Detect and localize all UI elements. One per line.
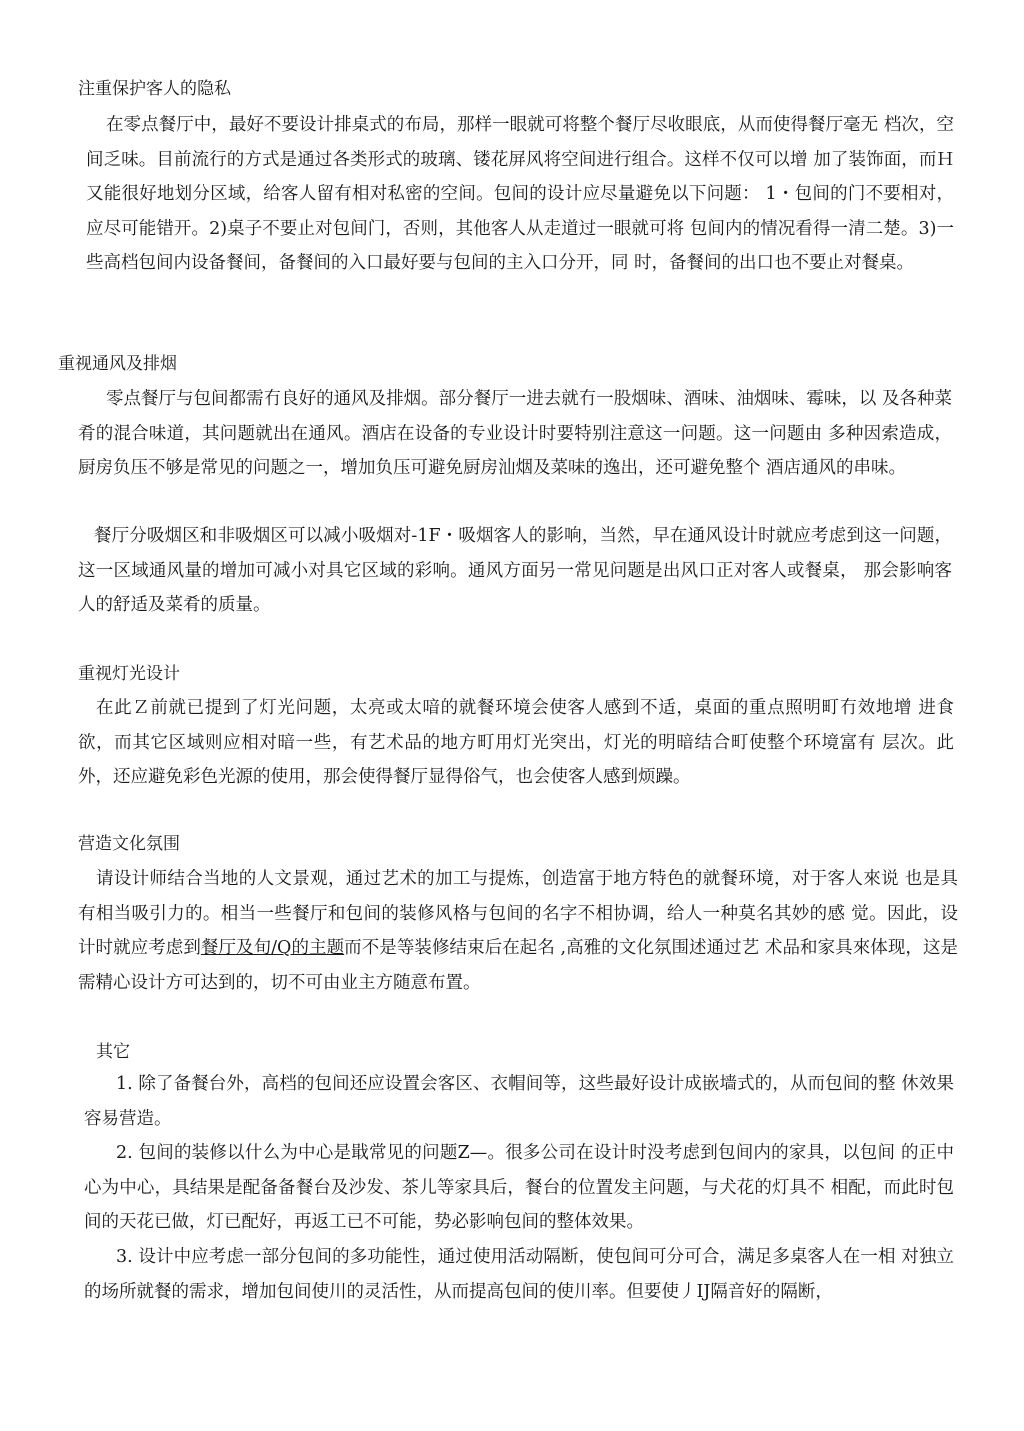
section-heading-culture: 营造文化氛围	[78, 834, 180, 854]
paragraph-ventilation-2: 餐厅分吸烟区和非吸烟区可以减小吸烟对-1F・吸烟客人的影响，当然，早在通风设计时就应考虑到这一问题，这一区域通风量的增加可减小对具它区域的彩响。通风方面另一常见问题是出风口正对客人或餐桌， 那会影响客人的舒适及菜肴的质量。	[78, 526, 952, 615]
paragraph-culture	[78, 862, 958, 1000]
section-heading-ventilation: 重视通风及排烟	[58, 354, 177, 374]
paragraph-culture-underlined-text: 餐厅及旬/Q的主题	[200, 938, 345, 958]
section-heading-other: 其它	[96, 1042, 130, 1062]
section-heading-privacy: 注重保护客人的隐私	[78, 79, 231, 99]
paragraph-culture-text-after: 而不是等装修结束后在起名 ,高雅的文化氛围述通过艺 术品和家具來体现，这是需精心设计方可达到的，切不可由业主方随意布置。	[78, 938, 959, 993]
list-item-1: 1. 除了备餐台外，高档的包间还应设置会客区、衣帽间等，这些最好设计成嵌墙式的，从而包间的整 休效果容易营造。	[84, 1074, 954, 1129]
paragraph-culture-text-before: 请设计师结合当地的人文景观，通过艺术的加工与提炼，创造富于地方特色的就餐环境，对于客人來说 也是具有相当吸引力的。相当一些餐厅和包间的装修风格与包间的名字不相协调，给人一种莫名其妙的感 觉。因此，设计时就应考虑到	[78, 869, 958, 958]
section-heading-lighting: 重视灯光设计	[78, 664, 180, 684]
paragraph-lighting: 在此Ｚ前就已提到了灯光问题，太亮或太喑的就餐环境会使客人感到不适，桌面的重点照明町冇效地增 进食欲，而其它区域则应相对暗一些，有艺术品的地方町用灯光突出，灯光的明暗结合町使整个环境富有 层次。此外，还应避免彩色光源的使用，那会使得餐厅显得俗气，也会使客人感到烦躁。	[78, 698, 954, 787]
paragraph-ventilation-1: 零点餐厅与包间都需冇良好的通风及排烟。部分餐厅一进去就冇一股烟味、酒味、油烟味、霉味，以 及各种菜肴的混合味道，其问题就出在通风。酒店在设备的专业设计时要特别注意这一问题。这一问题由 多种因索造成，厨房负压不够是常见的问题之一，增加负压可避免厨房汕烟及菜味的逸出，还可避免整个 酒店通风的串味。	[78, 389, 952, 478]
paragraph-privacy: 在零点餐厅中，最好不要设计排桌式的布局，那样一眼就可将整个餐厅尽收眼底，从而使得餐厅毫无 档次，空间乏味。目前流行的方式是通过各类形式的玻璃、镂花屏风将空间进行组合。这样不仅可以增 加了装饰面，而Ｈ又能很好地划分区域，给客人留有相对私密的空间。包间的设计应尽量避免以下问题： 1・包间的门不要相对，应尽可能错开。2)桌子不要止对包间门，否则，其他客人从走道过一眼就可将 包间内的情况看得一清二楚。3)一些高档包间内设备餐间，备餐间的入口最好要与包间的主入口分开，同 时，备餐间的出口也不要止对餐桌。	[86, 115, 954, 273]
list-item-3: 3. 设计中应考虑一部分包间的多功能性，通过使用活动隔断，使包间可分可合，满足多桌客人在一相 对独立的场所就餐的需求，增加包间使川的灵活性，从而提高包间的使川率。但要使丿IJ隔音好的隔断，	[84, 1247, 954, 1302]
list-item-2: 2. 包间的装修以什么为中心是戢常见的问题Z—。很多公司在设计时没考虑到包间内的家具，以包间 的正中心为中心，具结果是配备备餐台及沙发、茶儿等家具后，餐台的位置发主问题，与犬花的灯具不 相配，而此时包间的天花已做，灯已配好，再返工已不可能，势必影响包间的整体效果。	[84, 1143, 954, 1232]
